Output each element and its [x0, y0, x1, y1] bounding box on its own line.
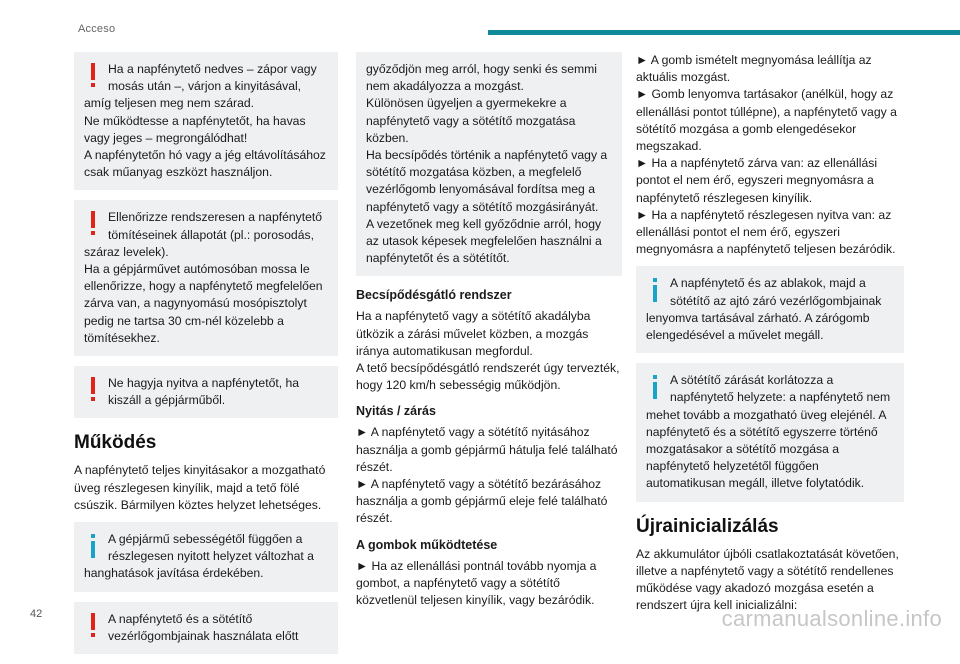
body-paragraph: A napfénytető teljes kinyitásakor a mozgatható üveg részlegesen kinyílik, majd a tető fölé csúszik. Bármilyen köztes helyzet lehetséges.	[74, 463, 326, 512]
info-icon	[84, 531, 104, 561]
info-box	[636, 266, 904, 353]
info-text: A gépjármű sebességétől függően a részlegesen nyitott helyzet változhat a hanghatások javítása érdekében.	[84, 532, 314, 581]
column-right	[636, 52, 904, 622]
warning-icon	[84, 611, 104, 641]
info-box	[74, 522, 338, 592]
warning-box	[74, 366, 338, 418]
info-text: A sötétítő zárását korlátozza a napfénytető helyzete: a napfénytető nem mehet tovább a mozgatható üveg elejénél. A napfénytető és a sötétítő egyszerre történő mozgatásakor a sötétítő mozgása a napfénytető helyzetétől függően automatikusan megáll, illetve folytatódik.	[646, 373, 891, 491]
warning-text: Ellenőrizze rendszeresen a napfénytető tömítéseinek állapotát (pl.: porosodás, száraz levelek). Ha a gépjárművet autómosóban mossa le ellenőrizze, hogy a napfénytető megfelelően zárva van, a nagynyomású mosópisztolyt pedig ne tartsa 30 cm-nél közelebb a tömítésekhez.	[84, 210, 323, 345]
warning-text: Ne hagyja nyitva a napfénytetőt, ha kiszáll a gépjárműből.	[108, 376, 300, 408]
warning-icon	[84, 375, 104, 405]
body-paragraph: ► Ha az ellenállási pontnál tovább nyomja a gombot, a napfénytető vagy a sötétítő közvetlenül teljesen kinyílik, vagy bezáródik.	[356, 558, 597, 608]
subheading-open-close: Nyitás / zárás	[356, 404, 436, 419]
info-box	[636, 363, 904, 501]
warning-text: győződjön meg arról, hogy senki és semmi nem akadályozza a mozgást. Különösen ügyeljen a gyermekekre a napfénytető vagy a sötétítő mozgatása közben. Ha becsípődés történik a napfénytető vagy a sötétítő mozgatása közben, a megfelelő vezérlőgomb lenyomásával fordítsa meg a napfénytető vagy a sötétítő mozgásirányát. A vezetőnek meg kell győződnie arról, hogy az utasok képesek megfelelően használni a napfénytetőt és a sötétítőt.	[366, 62, 608, 266]
section-title: Acceso	[78, 23, 116, 35]
header-accent-bar	[488, 30, 960, 35]
page-number: 42	[30, 608, 43, 620]
warning-box	[74, 602, 338, 654]
watermark: carmanualsonline.info	[721, 606, 942, 631]
info-icon	[646, 275, 666, 305]
section-heading-operation: Működés	[74, 432, 157, 454]
body-paragraph: Ha a napfénytető vagy a sötétítő akadályba ütközik a zárási művelet közben, a mozgás iránya automatikusan megfordul. A tető becsípődésgátló rendszerét úgy tervezték, hogy 120 km/h sebességig működjön.	[356, 309, 620, 393]
warning-icon	[84, 61, 104, 91]
info-icon	[646, 372, 666, 402]
warning-box-continued	[356, 52, 622, 276]
body-paragraph: ► A gomb ismételt megnyomása leállítja az aktuális mozgást. ► Gomb lenyomva tartásakor (anélkül, hogy az ellenállási pontot túllépne), a napfénytető vagy a sötétítő mozgása a gomb elengedésekor megszakad. ► Ha a napfénytető zárva van: az ellenállási pontot el nem érő, egyszeri megnyomásra a napfénytető részlegesen kinyílik. ► Ha a napfénytető részlegesen nyitva van: az ellenállási pontot el nem érő, egyszeri megnyomásra a napfénytető teljesen bezáródik.	[636, 53, 897, 257]
warning-box	[74, 52, 338, 190]
subheading-button-operation: A gombok működtetése	[356, 537, 498, 552]
section-heading-reinitialization: Újrainicializálás	[636, 515, 779, 537]
body-paragraph: ► A napfénytető vagy a sötétítő nyitásához használja a gomb gépjármű hátulja felé található részét. ► A napfénytető vagy a sötétítő bezárásához használja a gomb gépjármű eleje felé található részét.	[356, 425, 618, 526]
subheading-pinch-protection: Becsípődésgátló rendszer	[356, 288, 512, 303]
warning-text: A napfénytető és a sötétítő vezérlőgombjainak használata előtt	[108, 611, 299, 643]
warning-box	[74, 200, 338, 356]
column-middle	[356, 52, 622, 617]
warning-icon	[84, 209, 104, 239]
body-paragraph: Az akkumulátor újbóli csatlakoztatását követően, illetve a napfénytető vagy a sötétítő rendellenes működése vagy akadozó mozgása esetén a rendszert újra kell inicializálni:	[636, 546, 899, 613]
column-left	[74, 52, 338, 664]
warning-text: Ha a napfénytető nedves – zápor vagy mosás után –, várjon a kinyitásával, amíg teljesen meg nem szárad. Ne működtesse a napfénytetőt, ha havas vagy jeges – megrongálódhat! A napfénytetőn hó vagy a jég eltávolításához csak műanyag eszközt használjon.	[84, 62, 326, 180]
info-text: A napfénytető és az ablakok, majd a sötétítő az ajtó záró vezérlőgombjainak lenyomva tartásával zárható. A zárógomb elengedésével a művelet megáll.	[646, 276, 882, 343]
